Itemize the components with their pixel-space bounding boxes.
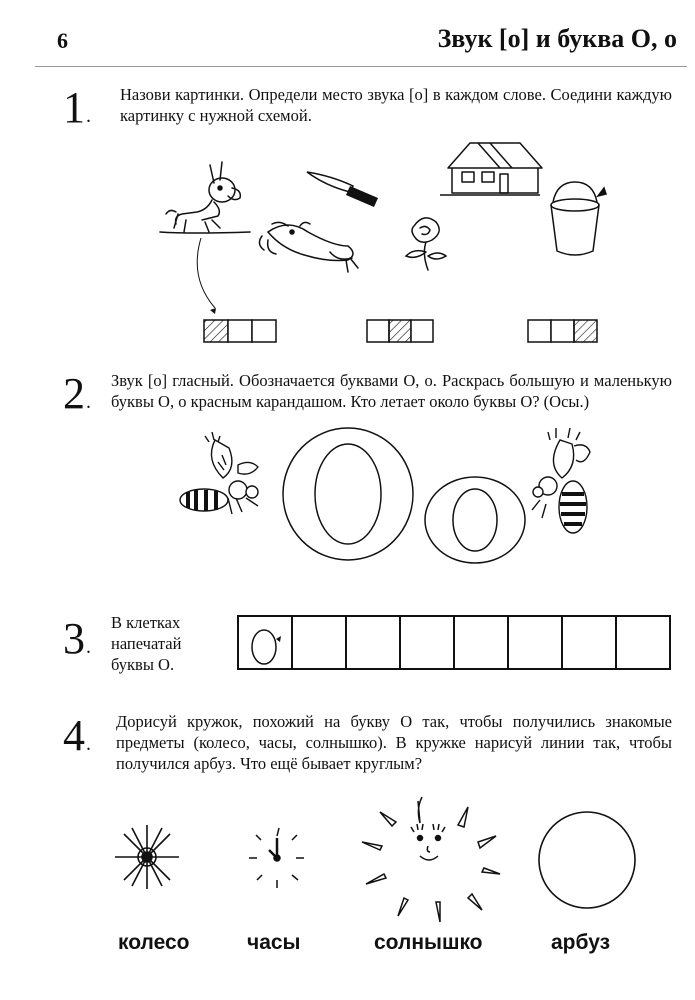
big-letter-o-icon[interactable] (283, 428, 413, 560)
watermelon-circle-icon[interactable] (539, 812, 635, 908)
wheel-icon[interactable] (115, 825, 179, 889)
arrow-head-icon (210, 308, 216, 314)
label-sun: солнышко (374, 931, 483, 954)
task-4-text: Дорисуй кружок, похожий на букву О так, чтобы получились знакомые предметы (колесо, часы, солнышко). В кружке нарисуй линии так, чтобы получился арбуз. Что ещё бывает круглым? (116, 712, 672, 773)
task-1-number: 1 . (63, 86, 91, 138)
task-3-number: 3 . (63, 617, 91, 669)
page-number: 6 (57, 28, 68, 53)
page-title: Звук [о] и буква О, о (437, 24, 677, 53)
task-4-number: 4 . (63, 714, 91, 766)
sun-icon[interactable] (362, 797, 500, 922)
task-2-number: 2 . (63, 372, 91, 424)
donkey-icon[interactable] (160, 162, 250, 233)
clock-icon[interactable] (249, 828, 304, 888)
wasp-icon[interactable] (180, 432, 258, 514)
house-icon[interactable] (440, 143, 542, 195)
sound-scheme-3[interactable] (528, 320, 597, 342)
label-clock: часы (247, 931, 301, 954)
connector-line (197, 238, 215, 308)
bucket-icon[interactable] (551, 182, 606, 255)
label-watermelon: арбуз (551, 931, 611, 954)
task-1-text: Назови картинки. Определи место звука [о] в каждом слове. Соедини каждую картинку с нужной схемой. (120, 85, 672, 125)
knife-icon[interactable] (307, 172, 378, 207)
rose-icon[interactable] (406, 218, 446, 270)
small-letter-o-icon[interactable] (425, 477, 525, 563)
task-2-text: Звук [о] гласный. Обозначается буквами О, о. Раскрась большую и маленькую буквы О, о красным карандашом. Кто летает около буквы О? (Осы.) (111, 371, 672, 411)
label-wheel: колесо (118, 931, 190, 954)
sound-scheme-2[interactable] (367, 320, 433, 342)
wasp-icon[interactable] (532, 428, 590, 533)
sound-scheme-1[interactable] (204, 320, 276, 342)
catfish-icon[interactable] (259, 222, 358, 272)
task-3-text: В клетках напечатай буквы О. (111, 613, 182, 674)
